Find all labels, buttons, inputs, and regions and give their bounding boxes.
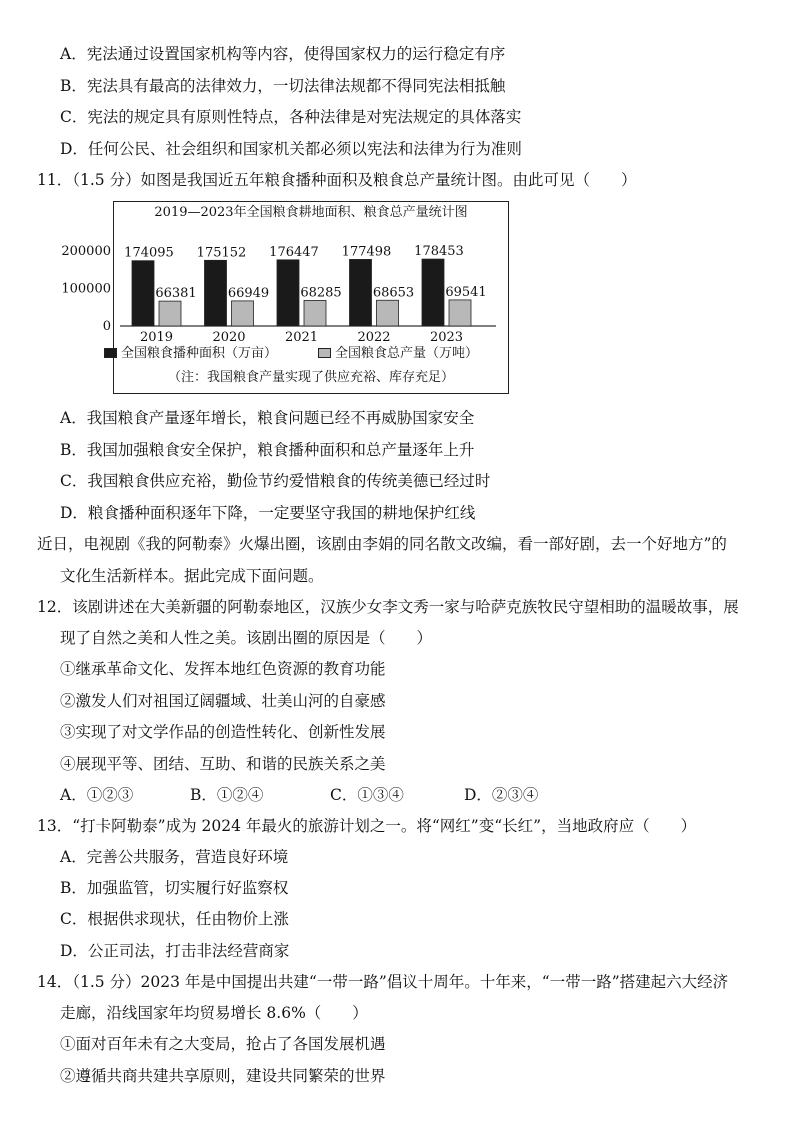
q11-option-b: B．我国加强粮食安全保护，粮食播种面积和总产量逐年上升 [60, 441, 475, 459]
y-tick-label: 200000 [61, 244, 111, 259]
q10-option-d: D．任何公民、社会组织和国家机关都必须以宪法和法律为行为准则 [60, 140, 522, 158]
chart-title: 2019—2023年全国粮食耕地面积、粮食总产量统计图 [154, 205, 468, 220]
q11-stem: 11．（1.5 分）如图是我国近五年粮食播种面积及粮食总产量统计图。由此可见（ ） [37, 171, 637, 189]
bar-area [277, 260, 299, 326]
q13-option-b: B．加强监管，切实履行好监察权 [60, 879, 289, 897]
chart-note: （注：我国粮食产量实现了供应充裕、库存充足） [167, 370, 454, 385]
x-tick-label: 2023 [429, 330, 464, 345]
q14-stem-line-2: 走廊，沿线国家年均贸易增长 8.6%（ ） [60, 1004, 368, 1022]
q10-option-b: B．宪法具有最高的法律效力，一切法律法规都不得同宪法相抵触 [60, 77, 506, 95]
q12-item-1: ①继承革命文化、发挥本地红色资源的教育功能 [60, 660, 386, 678]
q13-option-d: D．公正司法，打击非法经营商家 [60, 942, 290, 960]
q13-option-c: C．根据供求现状，任由物价上涨 [60, 910, 289, 928]
q13-stem: 13．“打卡阿勒泰”成为 2024 年最火的旅游计划之一。将“网红”变“长红”，当地政府应（ ） [37, 817, 697, 835]
bar-area [205, 260, 227, 326]
legend-item-area [104, 345, 277, 363]
intro-line-1: 近日，电视剧《我的阿勒泰》火爆出圈，该剧由李娟的同名散文改编，看一部好剧，去一个好地方”的 [37, 535, 727, 553]
bar-output [159, 301, 181, 326]
bar-area [350, 259, 372, 326]
q13-option-a: A．完善公共服务，营造良好环境 [60, 848, 289, 866]
q12-choice-d: D．②③④ [464, 786, 539, 804]
chart-plot [61, 202, 510, 395]
intro-line-2: 文化生活新样本。据此完成下面问题。 [60, 567, 324, 585]
bar-area [132, 261, 154, 326]
q10-option-c: C．宪法的规定具有原则性特点，各种法律是对宪法规定的具体落实 [60, 108, 522, 126]
bar-area [422, 259, 444, 326]
legend-label-area: 全国粮食播种面积（万亩） [121, 346, 278, 361]
bar-output [304, 300, 326, 326]
bar-output [449, 300, 471, 326]
data-label: 178453 [414, 244, 464, 260]
legend-item-output [318, 345, 478, 363]
q10-option-a: A．宪法通过设置国家机构等内容，使得国家权力的运行稳定有序 [60, 45, 506, 63]
data-label: 69541 [445, 284, 487, 300]
q11-option-c: C．我国粮食供应充裕，勤俭节约爱惜粮食的传统美德已经过时 [60, 472, 491, 490]
q12-item-4: ④展现平等、团结、互助、和谐的民族关系之美 [60, 755, 386, 773]
x-tick-label: 2019 [139, 330, 174, 345]
legend-swatch-area [104, 348, 117, 358]
q12-choice-c: C．①③④ [330, 786, 404, 804]
y-tick-label: 0 [102, 319, 111, 334]
q14-item-1: ①面对百年未有之大变局，抢占了各国发展机遇 [60, 1035, 386, 1053]
q12-item-2: ②激发人们对祖国辽阔疆域、壮美山河的自豪感 [60, 692, 386, 710]
data-label: 66381 [155, 286, 197, 302]
q14-item-2: ②遵循共商共建共享原则，建设共同繁荣的世界 [60, 1067, 386, 1085]
data-label: 68653 [372, 285, 415, 301]
q12-choice-b: B．①②④ [190, 786, 264, 804]
q12-stem-line-2: 现了自然之美和人性之美。该剧出圈的原因是（ ） [60, 629, 433, 647]
q14-stem-line-1: 14．（1.5 分）2023 年是中国提出共建“一带一路”倡议十周年。十年来，“一带一路”搭建起六大经济 [37, 973, 729, 991]
x-tick-label: 2020 [212, 330, 246, 345]
bar-output [232, 301, 254, 326]
legend-swatch-output [318, 348, 331, 358]
q12-choices [60, 785, 538, 805]
data-label: 174095 [124, 245, 174, 261]
q12-item-3: ③实现了对文学作品的创造性转化、创新性发展 [60, 723, 386, 741]
q11-option-d: D．粮食播种面积逐年下降，一定要坚守我国的耕地保护红线 [60, 504, 476, 522]
data-label: 175152 [196, 245, 247, 261]
data-label: 68285 [300, 285, 342, 301]
grain-chart [61, 201, 509, 394]
q12-choice-a: A．①②③ [60, 786, 134, 804]
x-tick-label: 2022 [357, 330, 391, 345]
legend-label-output: 全国粮食总产量（万吨） [335, 346, 479, 361]
data-label: 176447 [269, 244, 319, 260]
q11-option-a: A．我国粮食产量逐年增长，粮食问题已经不再威胁国家安全 [60, 409, 475, 427]
data-label: 66949 [227, 285, 270, 301]
y-tick-label: 100000 [61, 281, 111, 297]
x-tick-label: 2021 [284, 330, 319, 345]
bar-output [377, 300, 399, 326]
data-label: 177498 [341, 244, 392, 260]
q12-stem-line-1: 12．该剧讲述在大美新疆的阿勒泰地区，汉族少女李文秀一家与哈萨克族牧民守望相助的温暖故事，展 [37, 598, 739, 616]
